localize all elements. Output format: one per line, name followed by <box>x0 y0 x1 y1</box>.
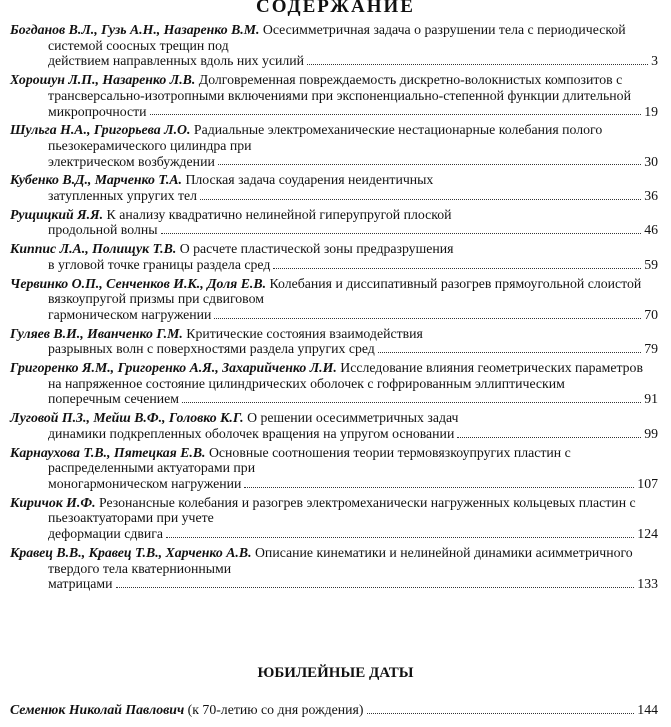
entry-authors: Киппис Л.А., Полищук Т.В. <box>10 241 177 257</box>
dot-leader <box>200 199 641 200</box>
section-heading-anniversary: ЮБИЛЕЙНЫЕ ДАТЫ <box>257 665 414 681</box>
dot-leader <box>378 352 641 353</box>
entry-body <box>10 360 658 391</box>
toc-entry[interactable] <box>10 122 658 169</box>
entry-title-end: моногармоническом нагружении <box>48 475 242 491</box>
entry-authors: Семенюк Николай Павлович <box>10 702 185 717</box>
entry-last-line <box>10 154 658 170</box>
entry-last-line <box>10 476 658 492</box>
dot-leader <box>150 114 642 115</box>
entry-title-end: гармоническом нагружении <box>48 306 212 322</box>
entry-title-end: разрывных волн с поверхностями раздела упругих сред <box>48 341 375 357</box>
page-title: СОДЕРЖАНИЕ <box>256 0 415 17</box>
entry-authors: Гуляев В.И., Иванченко Г.М. <box>10 325 183 341</box>
dot-leader <box>457 437 641 438</box>
dot-leader <box>161 233 642 234</box>
dot-leader <box>273 268 641 269</box>
entry-authors: Богданов В.Л., Гузь А.Н., Назаренко В.М. <box>10 22 260 37</box>
entry-title: Осесимметричная задача о разрушении тела с периодической системой соосных трещин под <box>48 22 626 53</box>
entry-title: Радиальные электромеханические нестационарные колебания полого пьезокерамического цилиндра при <box>48 122 603 153</box>
toc-entry[interactable] <box>10 545 658 592</box>
entry-page-number: 30 <box>644 153 658 169</box>
entry-title: Колебания и диссипативный разогрев прямоугольной слоистой вязкоупругой призмы при сдвиговом <box>48 275 642 307</box>
entry-body <box>10 445 658 476</box>
entry-title-end: в угловой точке границы раздела сред <box>48 256 271 272</box>
entry-last-line <box>10 341 658 357</box>
entry-title: К анализу квадратично нелинейной гиперупругой плоской <box>106 206 452 222</box>
entry-body <box>10 241 658 257</box>
entry-title-end: продольной волны <box>48 222 158 238</box>
entry-last-line <box>10 222 658 238</box>
entry-body <box>10 207 658 223</box>
dot-leader <box>367 713 635 714</box>
entry-title-end: микропрочности <box>48 103 147 119</box>
entry-body <box>10 122 658 153</box>
entry-page-number: 144 <box>637 702 658 717</box>
entry-body <box>10 72 658 103</box>
entry-body <box>10 545 658 576</box>
dot-leader <box>214 318 641 319</box>
entry-title: Плоская задача соударения неидентичных <box>185 172 434 188</box>
entry-authors: Карнаухова Т.В., Пятецкая Е.В. <box>10 444 206 460</box>
entry-authors: Шульга Н.А., Григорьева Л.О. <box>10 122 191 138</box>
entry-last-line <box>10 391 658 407</box>
entry-title-end: затупленных упругих тел <box>48 188 198 204</box>
toc-entry[interactable] <box>10 72 658 119</box>
toc-entry[interactable] <box>10 326 658 357</box>
entry-authors: Кубенко В.Д., Марченко Т.А. <box>10 172 182 188</box>
toc-entry[interactable] <box>10 172 658 203</box>
toc-entry[interactable] <box>10 495 658 542</box>
entry-body <box>10 410 658 426</box>
entry-page-number: 79 <box>644 341 658 357</box>
entry-authors: Григоренко Я.М., Григоренко А.Я., Захарийченко Л.И. <box>10 360 337 376</box>
entry-title: Резонансные колебания и разогрев электромеханически нагруженных кольцевых пластин с пьезоактуаторами при учете <box>48 494 636 526</box>
entry-last-line <box>10 526 658 542</box>
entry-title: Критические состояния взаимодействия <box>186 325 423 341</box>
dot-leader <box>218 164 641 165</box>
entry-title-end: динамики подкрепленных оболочек вращения на упругом основании <box>48 425 455 441</box>
entry-page-number: 99 <box>644 425 658 441</box>
entry-last-line <box>10 576 658 592</box>
entry-last-line <box>10 307 658 323</box>
entry-authors: Киричок И.Ф. <box>10 494 96 510</box>
entry-title: О решении осесимметричных задач <box>247 410 459 426</box>
toc-entry[interactable] <box>10 241 658 272</box>
entry-authors: Хорошун Л.П., Назаренко Л.В. <box>10 72 196 88</box>
entry-title-end: матрицами <box>48 576 113 592</box>
entry-page-number: 124 <box>637 526 658 542</box>
toc-entry[interactable] <box>10 276 658 323</box>
toc-entry[interactable] <box>10 410 658 441</box>
entry-body <box>10 172 658 188</box>
dot-leader <box>116 587 635 588</box>
entry-page-number: 59 <box>644 256 658 272</box>
entry-title-end: деформации сдвига <box>48 526 164 542</box>
anniversary-entry[interactable] <box>10 702 658 718</box>
entry-body <box>10 276 658 307</box>
entry-authors: Луговой П.З., Мейш В.Ф., Головко К.Г. <box>10 410 244 426</box>
entry-authors: Червинко О.П., Сенченков И.К., Доля Е.В. <box>10 275 267 291</box>
entry-authors: Рущицкий Я.Я. <box>10 206 104 222</box>
entry-body <box>10 495 658 526</box>
entry-last-line <box>10 104 658 120</box>
toc-entry[interactable] <box>10 22 658 69</box>
entry-title-end: поперечным сечением <box>48 391 179 407</box>
entry-last-line <box>10 426 658 442</box>
toc-entry[interactable] <box>10 207 658 238</box>
dot-leader <box>182 402 641 403</box>
entry-last-line <box>10 188 658 204</box>
entry-page-number: 133 <box>637 576 658 592</box>
entry-title: Основные соотношения теории термовязкоупругих пластин с распределенными актуаторами при <box>48 444 571 476</box>
toc-entry[interactable] <box>10 360 658 407</box>
toc-entries <box>10 22 658 595</box>
entry-title: О расчете пластической зоны предразрушения <box>179 241 454 257</box>
entry-title: Исследование влияния геометрических параметров на напряженное состояние цилиндрических оболочек с гофрированным эллиптическим <box>48 360 643 391</box>
entry-page-number: 3 <box>651 53 658 69</box>
entry-title-end: электрическом возбуждении <box>48 153 215 169</box>
entry-note: (к 70-летию со дня рождения) <box>187 702 364 717</box>
entry-page-number: 70 <box>644 306 658 322</box>
entry-authors: Кравец В.В., Кравец Т.В., Харченко А.В. <box>10 544 252 560</box>
entry-page-number: 91 <box>644 391 658 407</box>
entry-page-number: 107 <box>637 475 658 491</box>
dot-leader <box>166 537 634 538</box>
entry-page-number: 19 <box>644 103 658 119</box>
entry-body <box>10 22 658 53</box>
dot-leader <box>307 64 648 65</box>
entry-body <box>10 326 658 342</box>
entry-title: Долговременная повреждаемость дискретно-волокнистых композитов с трансверсально-изотропными включениями при экспоненциально-степенной функции длительной <box>48 72 631 103</box>
entry-last-line <box>10 53 658 69</box>
dot-leader <box>244 487 634 488</box>
entry-title-end: действием направленных вдоль них усилий <box>48 53 305 69</box>
entry-page-number: 36 <box>644 188 658 204</box>
entry-title: Описание кинематики и нелинейной динамики асимметричного твердого тела кватернионными <box>48 544 633 576</box>
entry-last-line <box>10 257 658 273</box>
toc-entry[interactable] <box>10 445 658 492</box>
entry-page-number: 46 <box>644 222 658 238</box>
